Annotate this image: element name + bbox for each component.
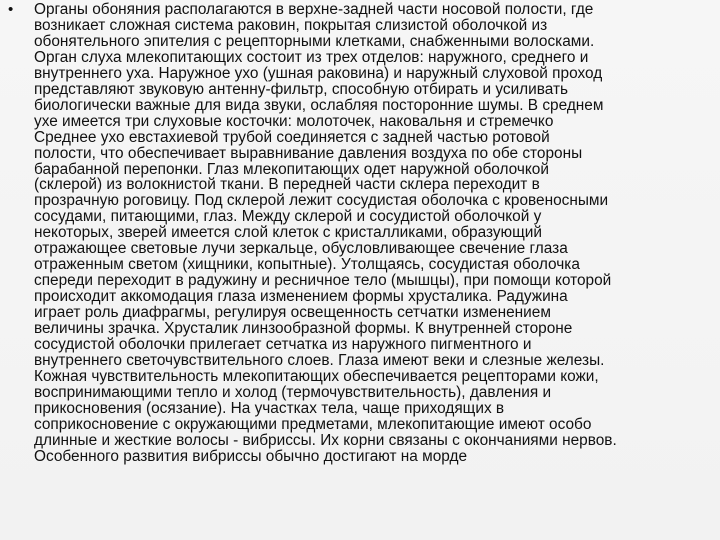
bullet-point: • bbox=[8, 1, 14, 18]
body-paragraph: Органы обоняния располагаются в верхне-задней части носовой полости, где возникает сложная система раковин, покрытая слизистой оболочкой из обонятельного эпителия с рецепторными клетками, снабженными волосками. Орган слуха млекопитающих состоит из трех отделов: наружного, среднего и внутреннего уха. Наружное ухо (ушная раковина) и наружный слуховой проход представляют звуковую антенну-фильтр, способную отбирать и усиливать биологически важные для вида звуки, ослабляя посторонние шумы. В среднем ухе имеется три слуховые косточки: молоточек, наковальня и стремечко Среднее ухо евстахиевой трубой соединяется с задней частью ротовой полости, что обеспечивает выравнивание давления воздуха по обе стороны барабанной перепонки. Глаз млекопитающих одет наружной оболочкой (склерой) из волокнистой ткани. В передней части склера переходит в прозрачную роговицу. Под склерой лежит сосудистая оболочка с кровеносными сосудами, питающими, глаз. Между склерой и сосудистой оболочкой у некоторых, зверей имеется слой клеток с кристалликами, образующий отражающее световые лучи зеркальце, обусловливающее свечение глаза отраженным светом (хищники, копытные). Утолщаясь, сосудистая оболочка спереди переходит в радужину и ресничное тело (мышцы), при помощи которой происходит аккомодация глаза изменением формы хрусталика. Радужина играет роль диафрагмы, регулируя освещенность сетчатки изменением величины зрачка. Хрусталик линзообразной формы. К внутренней стороне сосудистой оболочки прилегает сетчатка из наружного пигментного и внутреннего светочувствительного слоев. Глаза имеют веки и слезные железы. Кожная чувствительность млекопитающих обеспечивается рецепторами кожи, воспринимающими тепло и холод (термочувствительность), давления и прикосновения (осязание). На участках тела, чаще приходящих в соприкосновение с окружающими предметами, млекопитающие имеют особо длинные и жесткие волосы - вибриссы. Их корни связаны с окончаниями нервов. Особенного развития вибриссы обычно достигают на морде bbox=[34, 1, 617, 465]
